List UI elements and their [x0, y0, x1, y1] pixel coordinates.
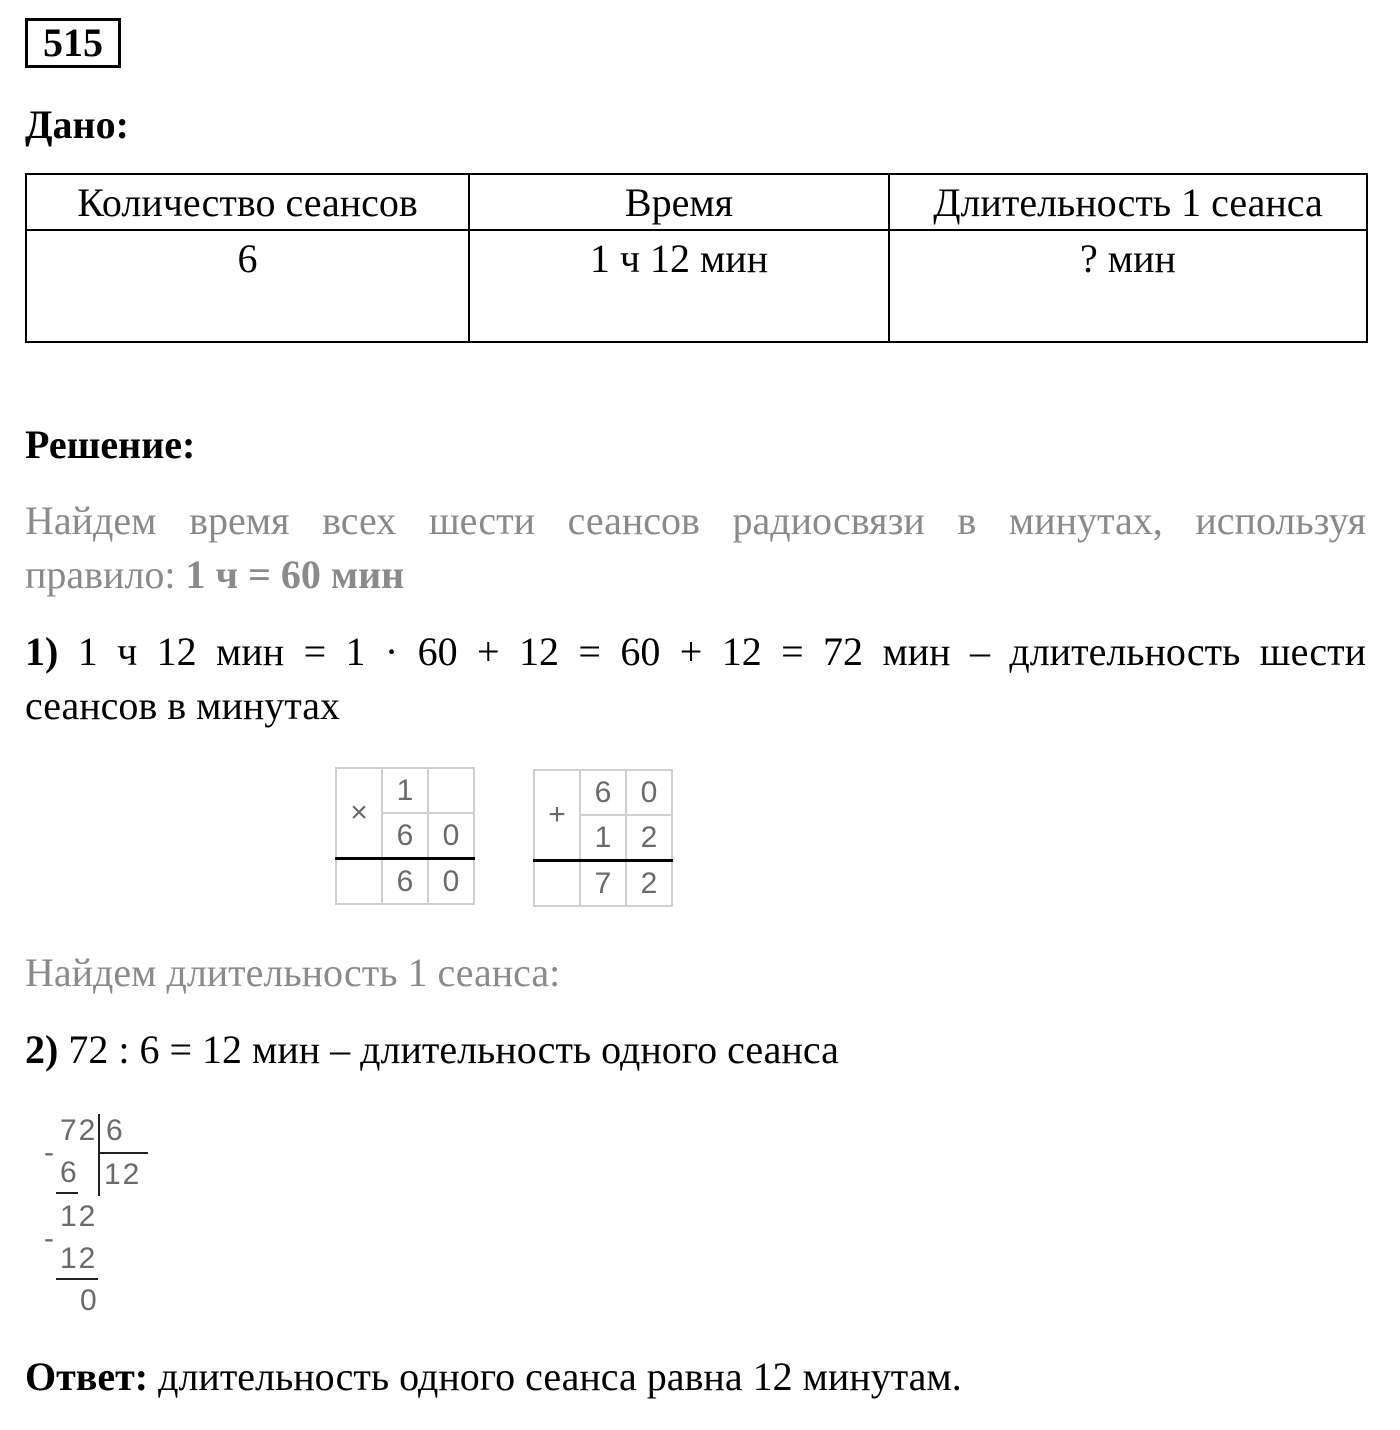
mult-result-cell: 0	[428, 859, 474, 905]
division-quotient: 12	[104, 1158, 142, 1191]
step1-number: 1)	[25, 629, 59, 674]
add-cell: 1	[580, 815, 626, 861]
division-subtrahend-1: 6	[60, 1156, 79, 1189]
division-quotient-line	[98, 1152, 148, 1154]
mult-cell: 1	[382, 768, 428, 813]
given-table-header-row	[26, 174, 1367, 230]
step1-line2: сеансов в минутах	[25, 683, 341, 728]
division-divisor: 6	[106, 1114, 125, 1147]
given-table-value-row	[26, 230, 1367, 342]
answer-label: Ответ:	[25, 1354, 149, 1399]
division-remainder-2: 0	[80, 1284, 99, 1317]
division-vertical-line	[98, 1114, 100, 1196]
add-cell: 2	[626, 815, 672, 861]
intro-text-line1: Найдем время всех шести сеансов радиосвязи в минутах, используя	[25, 498, 1366, 543]
header-time: Время	[469, 174, 889, 230]
add-sign: +	[534, 770, 580, 861]
step2-text: 72 : 6 = 12 мин – длительность одного сеанса	[68, 1027, 839, 1072]
mult-sign: ×	[336, 768, 382, 859]
multiplication-grid	[335, 767, 475, 905]
intro-rule-label: правило:	[25, 552, 176, 597]
step1-text: 1 ч 12 мин = 1 · 60 + 12 = 60 + 12 = 72 мин – длительность шести	[77, 629, 1366, 674]
step2-number: 2)	[25, 1027, 59, 1072]
mult-cell: 0	[428, 813, 474, 859]
header-session-duration: Длительность 1 сеанса	[889, 174, 1367, 230]
value-time: 1 ч 12 мин	[469, 230, 889, 342]
answer-line	[25, 1350, 1366, 1404]
add-cell	[534, 861, 580, 907]
mult-cell: 6	[382, 813, 428, 859]
division-remainder-1: 12	[60, 1200, 98, 1233]
division-line-1	[56, 1192, 78, 1194]
addition-grid	[533, 769, 673, 907]
rule-text: 1 ч = 60 мин	[185, 552, 405, 597]
solution-heading: Решение:	[25, 422, 196, 467]
add-cell: 0	[626, 770, 672, 815]
long-division	[40, 1110, 180, 1320]
intro-text-line2	[25, 548, 1366, 602]
mult-cell	[428, 768, 474, 813]
add-result-cell: 7	[580, 861, 626, 907]
answer-text: длительность одного сеанса равна 12 минутам.	[158, 1354, 962, 1399]
value-sessions-count: 6	[26, 230, 469, 342]
find-duration-text: Найдем длительность 1 сеанса:	[25, 950, 561, 995]
division-minus-2: -	[44, 1222, 56, 1255]
mult-cell	[336, 859, 382, 905]
given-table	[25, 173, 1368, 343]
division-minus-1: -	[44, 1136, 56, 1169]
given-heading: Дано:	[25, 102, 129, 147]
add-result-cell: 2	[626, 861, 672, 907]
add-cell: 6	[580, 770, 626, 815]
step1-line1	[25, 625, 1366, 679]
value-session-duration: ? мин	[889, 230, 1367, 342]
header-sessions-count: Количество сеансов	[26, 174, 469, 230]
mult-result-cell: 6	[382, 859, 428, 905]
division-line-2	[56, 1278, 98, 1280]
task-number: 515	[25, 18, 121, 68]
division-subtrahend-2: 12	[60, 1242, 98, 1275]
step2-line	[25, 1023, 1366, 1077]
division-dividend: 72	[60, 1114, 98, 1147]
